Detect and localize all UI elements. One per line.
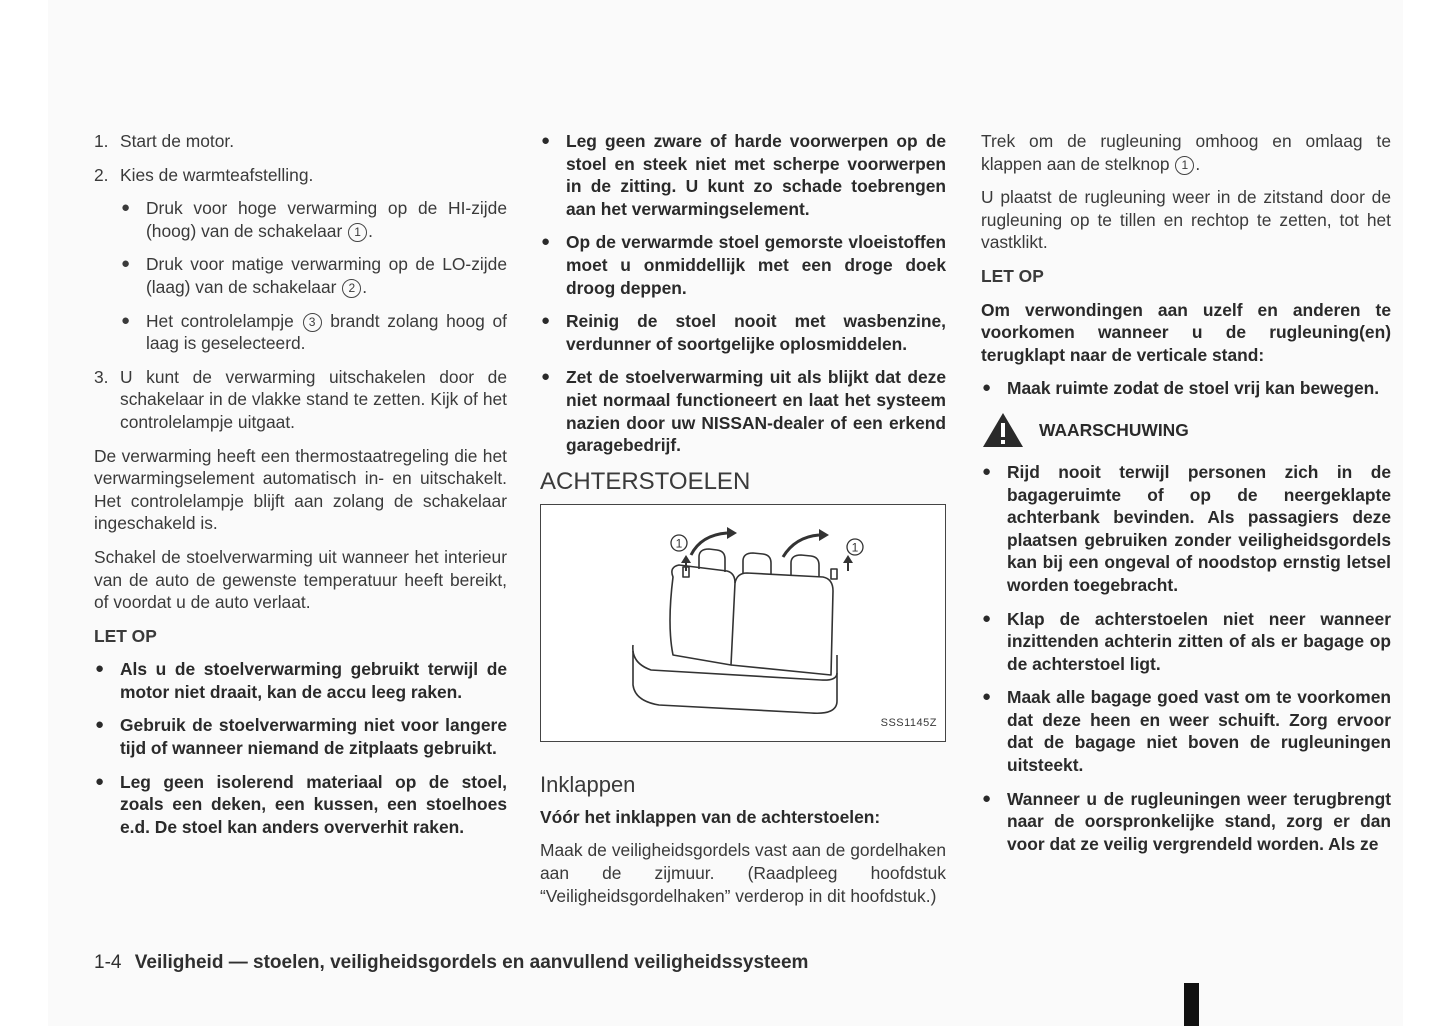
fold-instruction-text: Trek om de rugleuning omhoog en omlaag te klappen aan de stelknop (981, 131, 1391, 174)
right-column (981, 130, 1391, 866)
figure-code: SSS1145Z (880, 717, 937, 730)
subsection-title: Inklappen (540, 771, 636, 797)
warning-bullet: ● Maak alle bagage goed vast om te voorkomen dat deze heen en weer schuift. Zorg ervoor dat de bagage niet boven de rugleuningen uitsteekt. (981, 686, 1391, 776)
step-text: U kunt de verwarming uitschakelen door de schakelaar in de vlakke stand te zetten. Kijk of het controlelampje uitgaat. (120, 366, 507, 432)
page-footer (94, 952, 808, 974)
switch-off-paragraph: Schakel de stoelverwarming uit wanneer het interieur van de auto de gewenste temperatuur heeft bereikt, of voordat u de auto verlaat. (94, 546, 507, 613)
warning-bullet: ● Klap de achterstoelen niet neer wanneer inzittenden achterin zitten of als er bagage op de achterstoel ligt. (981, 608, 1391, 676)
step-3 (94, 366, 507, 434)
chapter-edge-marker (1184, 983, 1199, 1026)
left-column (94, 130, 507, 849)
middle-column (540, 130, 946, 918)
caution-bullet: ● Leg geen isolerend materiaal op de stoel, zoals een deken, een kussen, een stoelhoes e.d. De stoel kan anders oververhit raken. (94, 771, 507, 839)
bullet-text: Het controlelampje (146, 310, 294, 331)
sub-bullet-low (120, 253, 507, 298)
thermostat-paragraph: De verwarming heeft een thermostaatregeling die het verwarmingselement automatisch in- en uitschakelt. Het controlelampje blijft aan zolang de schakelaar ingeschakeld is. (94, 445, 507, 534)
callout-number: 2 (342, 279, 361, 298)
caution-bullet: ● Leg geen zware of harde voorwerpen op de stoel en steek niet met scherpe voorwerpen in de zitting. U kunt zo schade toebrengen aan het verwarmingselement. (540, 130, 946, 220)
belt-hook-paragraph: Maak de veiligheidsgordels vast aan de gordelhaken aan de zijmuur. (Raadpleeg hoofdstuk “Veiligheidsgordelhaken” verderop in dit hoofdstuk.) (540, 840, 946, 906)
return-instruction: U plaatst de rugleuning weer in de zitstand door de rugleuning op te tillen en rechtop te zetten, tot het vastklikt. (981, 187, 1391, 253)
bullet-text: Druk voor matige verwarming op de LO-zijde (laag) van de schakelaar (146, 254, 507, 297)
step-1 (94, 130, 507, 153)
step-2 (94, 164, 507, 187)
bullet-end: . (368, 220, 373, 241)
bullet-end: . (362, 276, 368, 297)
caution-bullet: ● Als u de stoelverwarming gebruikt terwijl de motor niet draait, kan de accu leeg raken. (94, 658, 507, 703)
warning-label: WAARSCHUWING (1039, 419, 1189, 440)
caution-heading: LET OP (94, 625, 157, 646)
bullet-text: Druk voor hoge verwarming op de HI-zijde (hoog) van de schakelaar (146, 198, 507, 241)
callout-left: 1 (675, 536, 683, 551)
callout-right: 1 (851, 540, 859, 555)
fold-instruction-end: . (1195, 153, 1201, 174)
caution-bullet: ● Maak ruimte zodat de stoel vrij kan bewegen. (981, 377, 1391, 400)
caution-text: Om verwondingen aan uzelf en anderen te voorkomen wanneer u de rugleuning(en) terugklapt naar de verticale stand: (981, 299, 1391, 365)
section-title: ACHTERSTOELEN (540, 467, 751, 495)
callout-number: 1 (348, 223, 367, 242)
step-text: Kies de warmteafstelling. (120, 164, 314, 185)
step-number: 2. (94, 164, 109, 185)
caution-bullet: ● Op de verwarmde stoel gemorste vloeistoffen moet u onmiddellijk met een droge doek droog deppen. (540, 231, 946, 299)
fold-instruction (981, 130, 1391, 175)
step-number: 1. (94, 131, 109, 151)
rear-seat-illustration (541, 505, 945, 741)
sub-bullet-indicator (120, 310, 507, 355)
caution-bullet: ● Reinig de stoel nooit met wasbenzine, verdunner of soortgelijke oplosmiddelen. (540, 310, 946, 355)
caution-bullet: ● Zet de stoelverwarming uit als blijkt dat deze niet normaal functioneert en laat het systeem nazien door uw NISSAN-dealer of een erkend garagebedrijf. (540, 366, 946, 456)
warning-bullet: ● Rijd nooit terwijl personen zich in de bagageruimte of op de neergeklapte achterbank bevinden. Als passagiers deze plaatsen gebruiken zonder veiligheidsgordels kan bij een ongeval of noodstop ernstig letsel worden toegebracht. (981, 461, 1391, 597)
warning-heading (981, 411, 1391, 449)
step-number: 3. (94, 366, 109, 387)
page-number: 1-4 (94, 952, 122, 973)
warning-triangle-icon (981, 411, 1025, 449)
sub-bullet-high (120, 197, 507, 242)
chapter-title: Veiligheid — stoelen, veiligheidsgordels en aanvullend veiligheidssysteem (134, 952, 809, 973)
folding-intro: Vóór het inklappen van de achterstoelen: (540, 806, 881, 827)
bullet-text-tail: brandt zolang hoog of laag is geselecteerd. (146, 310, 507, 354)
caution-heading: LET OP (981, 265, 1044, 286)
callout-number: 3 (303, 313, 322, 332)
callout-number: 1 (1175, 156, 1194, 175)
rear-seat-figure (540, 504, 946, 742)
warning-bullet: ● Wanneer u de rugleuningen weer terugbrengt naar de oorspronkelijke stand, zorg er dan voor dat ze veilig vergrendeld worden. Als ze (981, 788, 1391, 856)
step-text: Start de motor. (120, 131, 235, 151)
caution-bullet: ● Gebruik de stoelverwarming niet voor langere tijd of wanneer niemand de zitplaats gebruikt. (94, 714, 507, 759)
